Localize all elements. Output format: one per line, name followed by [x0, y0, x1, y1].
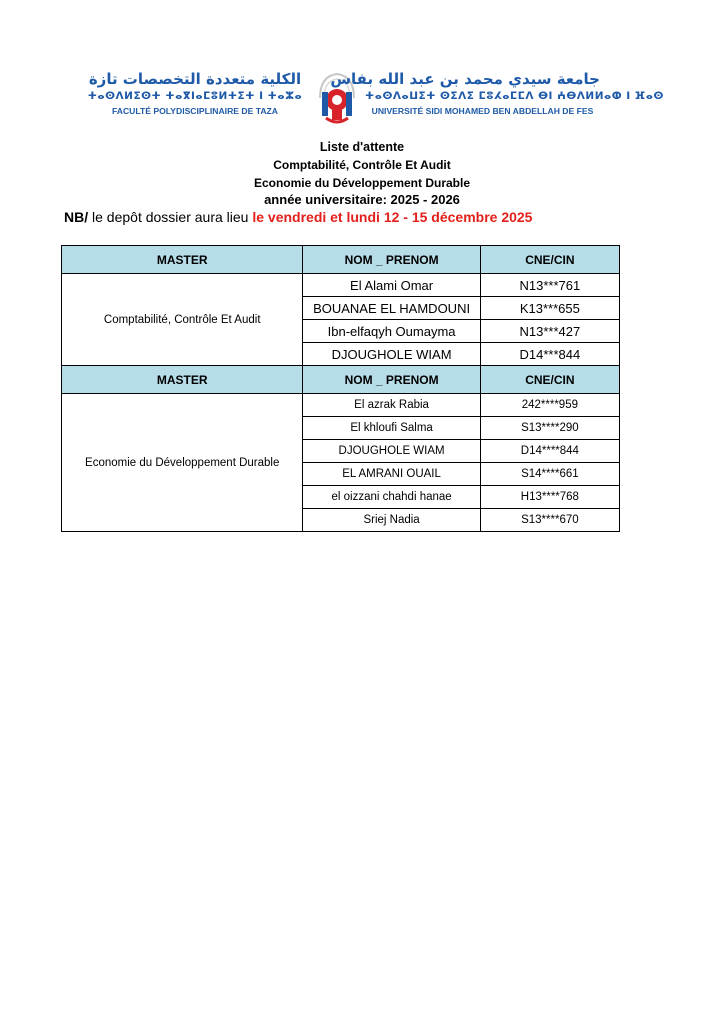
id-cell: 242****959: [480, 394, 619, 417]
id-cell: H13****768: [480, 486, 619, 509]
university-name-arabic: جامعة سيدي محمد بن عبد الله بفاس: [330, 70, 600, 88]
id-cell: S13****290: [480, 417, 619, 440]
name-cell: El azrak Rabia: [303, 394, 480, 417]
program-title-1: Comptabilité, Contrôle Et Audit: [273, 158, 451, 172]
deposit-notice: [64, 209, 532, 225]
name-cell: EL AMRANI OUAIL: [303, 463, 480, 486]
header-master: MASTER: [62, 366, 303, 394]
header-name: NOM _ PRENOM: [303, 246, 480, 274]
id-cell: S14****661: [480, 463, 619, 486]
program-title-2: Economie du Développement Durable: [253, 176, 471, 190]
header-master: MASTER: [62, 246, 303, 274]
name-cell: El khloufi Salma: [303, 417, 480, 440]
waiting-list-table: [61, 245, 620, 532]
page-header: [80, 70, 664, 130]
header-id: CNE/CIN: [480, 366, 619, 394]
header-name: NOM _ PRENOM: [303, 366, 480, 394]
name-cell: DJOUGHOLE WIAM: [303, 343, 480, 366]
table-row: [62, 274, 620, 297]
id-cell: D14****844: [480, 440, 619, 463]
id-cell: S13****670: [480, 509, 619, 532]
university-name-tifinagh: ⵜⴰⵙⴷⴰⵡⵉⵜ ⵙⵉⴷⵉ ⵎⵓⵃⴰⵎⵎⴷ ⴱⵏ ⵄⴱⴷⵍⵍⴰⵀ ⵏ ⴼⴰⵙ: [365, 90, 664, 102]
notice-text: le depôt dossier aura lieu: [88, 209, 253, 225]
notice-prefix: NB/: [64, 209, 89, 225]
university-name-block: [330, 70, 664, 118]
name-cell: El Alami Omar: [303, 274, 480, 297]
table-header-row: [62, 246, 620, 274]
faculty-name-tifinagh: ⵜⴰⵙⴷⵍⵉⵙⵜ ⵜⴰⴳⵏⴰⵎⵓⵍⵜⵉⵜ ⵏ ⵜⴰⵣⴰ: [87, 90, 303, 102]
faculty-name-latin: FACULTÉ POLYDISCIPLINAIRE DE TAZA: [112, 106, 278, 116]
name-cell: BOUANAE EL HAMDOUNI: [303, 297, 480, 320]
name-cell: Sriej Nadia: [303, 509, 480, 532]
table-row: [62, 394, 620, 417]
faculty-name-block: [80, 70, 310, 118]
header-id: CNE/CIN: [480, 246, 619, 274]
university-name-latin: UNIVERSITÉ SIDI MOHAMED BEN ABDELLAH DE FES: [371, 106, 594, 116]
name-cell: Ibn-elfaqyh Oumayma: [303, 320, 480, 343]
master-cell: Economie du Développement Durable: [62, 394, 303, 532]
id-cell: D14***844: [480, 343, 619, 366]
master-cell: Comptabilité, Contrôle Et Audit: [62, 274, 303, 366]
id-cell: N13***427: [480, 320, 619, 343]
notice-dates: le vendredi et lundi 12 - 15 décembre 2025: [252, 209, 533, 225]
table-header-row: [62, 366, 620, 394]
academic-year: année universitaire: 2025 - 2026: [264, 192, 460, 207]
list-title: Liste d'attente: [319, 140, 405, 154]
name-cell: el oizzani chahdi hanae: [303, 486, 480, 509]
id-cell: N13***761: [480, 274, 619, 297]
faculty-name-arabic: الكلية متعددة التخصصات تازة: [88, 70, 302, 88]
name-cell: DJOUGHOLE WIAM: [303, 440, 480, 463]
id-cell: K13***655: [480, 297, 619, 320]
